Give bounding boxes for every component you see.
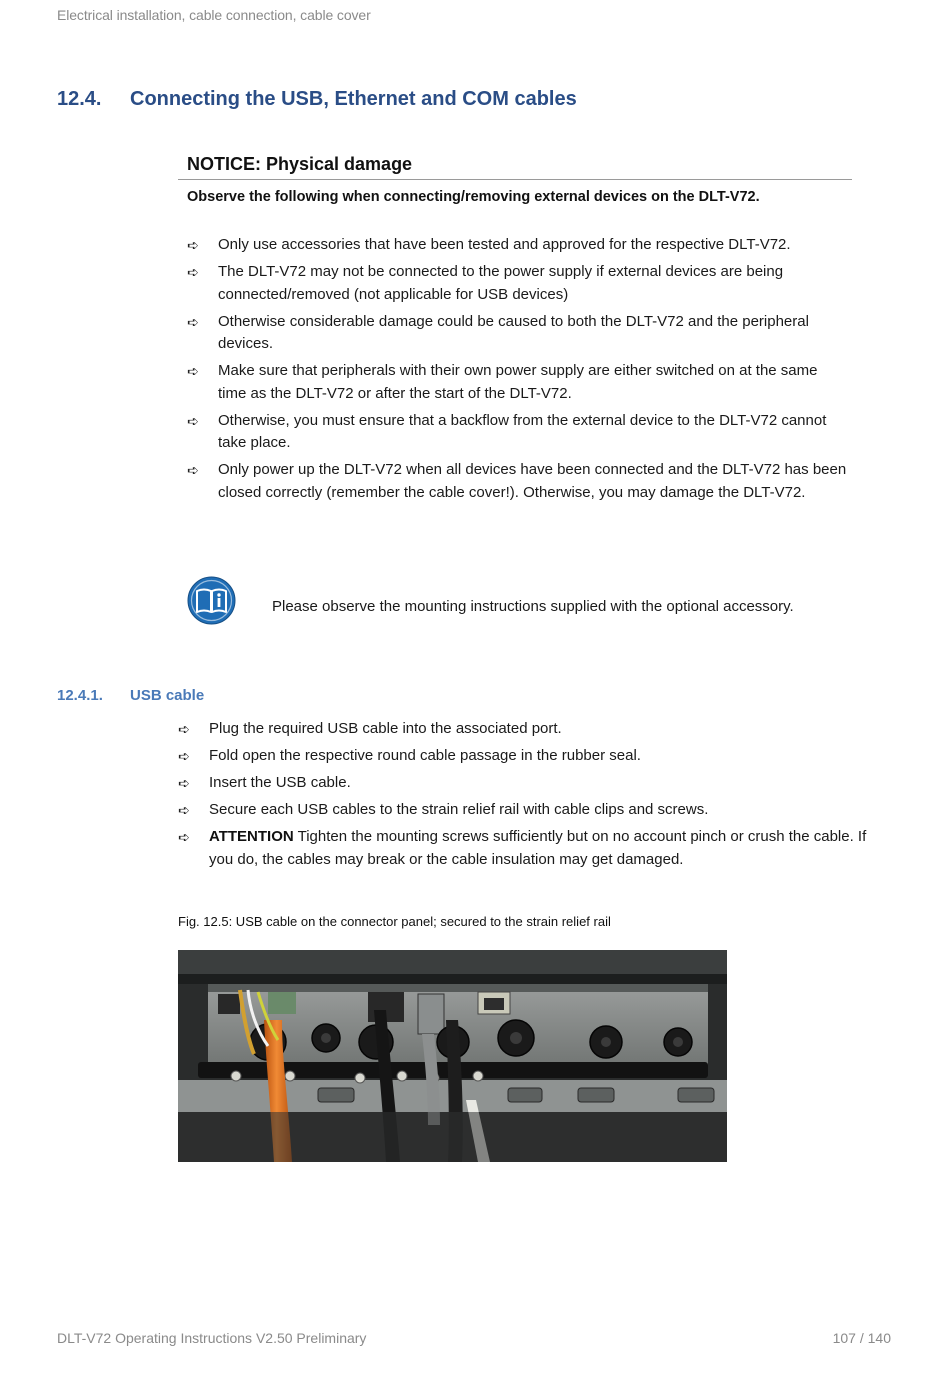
subsection-heading bbox=[57, 687, 204, 704]
running-header: Electrical installation, cable connection, cable cover bbox=[57, 7, 371, 23]
figure-caption: Fig. 12.5: USB cable on the connector panel; secured to the strain relief rail bbox=[178, 914, 611, 929]
arrow-bullet-icon: ➪ bbox=[178, 775, 190, 791]
instruction-item: ➪ Insert the USB cable. bbox=[178, 772, 888, 795]
instruction-item: ➪ Secure each USB cables to the strain relief rail with cable clips and screws. bbox=[178, 799, 888, 822]
notice-item: ➪ Otherwise, you must ensure that a backflow from the external device to the DLT-V72 cannot take place. bbox=[187, 411, 827, 451]
attention-text: Tighten the mounting screws sufficiently but on no account pinch or crush the cable. If you do, the cables may break or the cable insulation may get damaged. bbox=[209, 828, 867, 868]
arrow-bullet-icon: ➪ bbox=[187, 237, 199, 253]
notice-intro: Observe the following when connecting/removing external devices on the DLT-V72. bbox=[187, 189, 760, 205]
manual-info-icon bbox=[187, 576, 236, 625]
notice-item: ➪ Otherwise considerable damage could be caused to both the DLT-V72 and the peripheral devices. bbox=[187, 312, 809, 352]
section-title-text: Connecting the USB, Ethernet and COM cables bbox=[130, 88, 577, 110]
notice-item: ➪ Make sure that peripherals with their own power supply are either switched on at the same time as the DLT-V72 or after the start of the DLT-V72. bbox=[187, 362, 818, 402]
arrow-bullet-icon: ➪ bbox=[178, 802, 190, 818]
arrow-bullet-icon: ➪ bbox=[178, 829, 190, 845]
info-note: Please observe the mounting instructions supplied with the optional accessory. bbox=[272, 598, 794, 615]
arrow-bullet-icon: ➪ bbox=[187, 264, 199, 280]
arrow-bullet-icon: ➪ bbox=[187, 363, 199, 379]
attention-item bbox=[178, 826, 888, 871]
section-heading bbox=[57, 88, 577, 111]
instruction-item: ➪ Fold open the respective round cable passage in the rubber seal. bbox=[178, 745, 888, 768]
arrow-bullet-icon: ➪ bbox=[187, 412, 199, 429]
subsection-number: 12.4.1. bbox=[57, 687, 103, 704]
attention-label: ATTENTION bbox=[209, 828, 294, 845]
notice-item: ➪ Only use accessories that have been tested and approved for the respective DLT-V72. bbox=[187, 234, 847, 257]
connector-panel-photo bbox=[178, 950, 727, 1162]
notice-title: NOTICE: Physical damage bbox=[187, 154, 413, 174]
footer-document-title: DLT-V72 Operating Instructions V2.50 Preliminary bbox=[57, 1330, 367, 1346]
section-number: 12.4. bbox=[57, 88, 102, 110]
instruction-item: ➪ Plug the required USB cable into the associated port. bbox=[178, 718, 888, 741]
notice-list bbox=[187, 234, 847, 509]
page-number: 107 / 140 bbox=[832, 1330, 891, 1346]
notice-item: ➪ Only power up the DLT-V72 when all devices have been connected and the DLT-V72 has been closed correctly (remember the cable cover!). Otherwise, you may damage the DLT-V72. bbox=[187, 461, 847, 501]
arrow-bullet-icon: ➪ bbox=[178, 721, 190, 737]
arrow-bullet-icon: ➪ bbox=[187, 313, 199, 330]
arrow-bullet-icon: ➪ bbox=[178, 748, 190, 764]
notice-item: ➪ The DLT-V72 may not be connected to the power supply if external devices are being connected/removed (not applicable for USB devices) bbox=[187, 263, 784, 303]
notice-divider bbox=[178, 179, 852, 180]
subsection-title-text: USB cable bbox=[130, 687, 205, 704]
arrow-bullet-icon: ➪ bbox=[187, 462, 199, 478]
usb-instructions bbox=[178, 718, 888, 876]
